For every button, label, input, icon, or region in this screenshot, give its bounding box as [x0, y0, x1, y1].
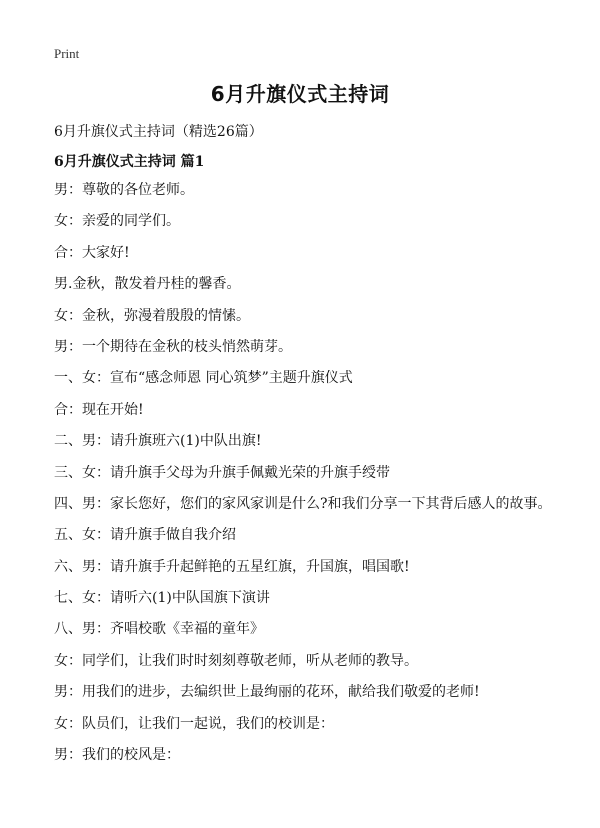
- script-line: 男：我们的校风是：: [54, 747, 180, 764]
- script-line: 女：同学们，让我们时时刻刻尊敬老师，听从老师的教导。: [54, 652, 418, 669]
- script-line: 一、女：宣布“感念师恩 同心筑梦”主题升旗仪式: [54, 370, 353, 387]
- script-line: 男：用我们的进步，去编织世上最绚丽的花环，献给我们敬爱的老师!: [54, 684, 480, 701]
- script-line: 八、男：齐唱校歌《幸福的童年》: [54, 621, 264, 638]
- script-line: 二、男：请升旗班六(1)中队出旗!: [54, 433, 262, 450]
- script-line: 七、女：请听六(1)中队国旗下演讲: [54, 590, 270, 607]
- script-lines: [54, 182, 574, 778]
- script-line: 三、女：请升旗手父母为升旗手佩戴光荣的升旗手绶带: [54, 464, 390, 481]
- script-line: 男：尊敬的各位老师。: [54, 182, 194, 198]
- script-line: 男.金秋，散发着丹桂的馨香。: [54, 276, 241, 293]
- section-heading: 6月升旗仪式主持词 篇1: [54, 154, 205, 170]
- script-line: 六、男：请升旗手升起鲜艳的五星红旗，升国旗，唱国歌!: [54, 558, 410, 575]
- script-line: 女：队员们，让我们一起说，我们的校训是：: [54, 715, 334, 732]
- script-line: 四、男：家长您好，您们的家风家训是什么?和我们分享一下其背后感人的故事。: [54, 495, 552, 512]
- script-line: 女：亲爱的同学们。: [54, 213, 180, 230]
- script-line: 合：大家好!: [54, 244, 130, 261]
- script-line: 男：一个期待在金秋的枝头悄然萌芽。: [54, 338, 292, 355]
- script-line: 合：现在开始!: [54, 401, 144, 418]
- print-label: Print: [54, 46, 80, 61]
- page-title: 6月升旗仪式主持词: [210, 82, 390, 106]
- script-line: 五、女：请升旗手做自我介绍: [54, 527, 236, 544]
- script-line: 女：金秋，弥漫着殷殷的情愫。: [54, 307, 250, 324]
- document-subtitle: 6月升旗仪式主持词（精选26篇）: [54, 124, 263, 140]
